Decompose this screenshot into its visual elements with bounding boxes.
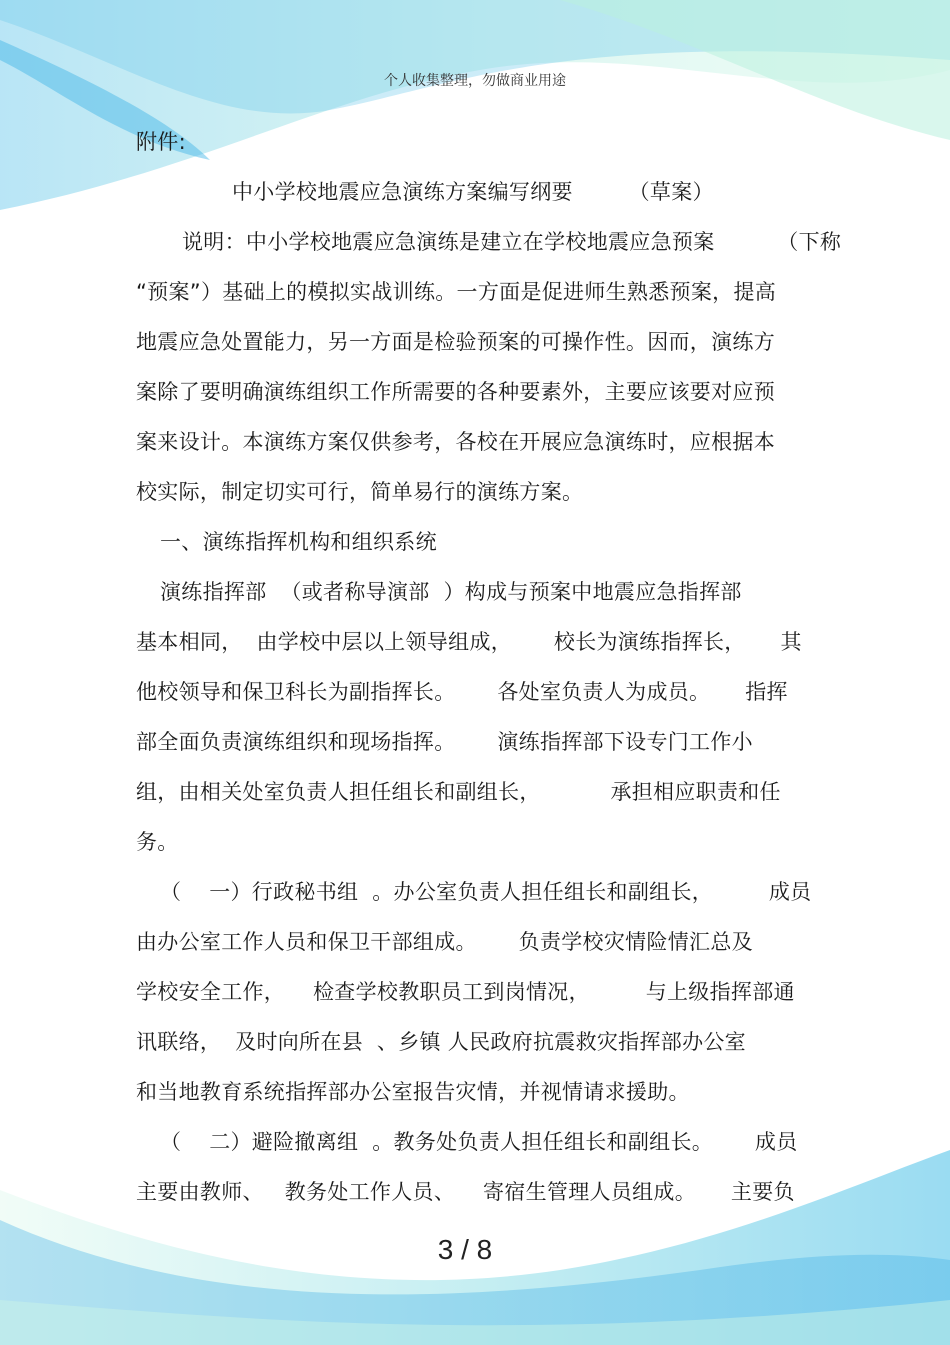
paragraph-line: 案来设计。本演练方案仅供参考，各校在开展应急演练时，应根据本 [136, 430, 775, 454]
paragraph-line: 案除了要明确演练组织工作所需要的各种要素外，主要应该要对应预 [136, 380, 775, 404]
document-title: 中小学校地震应急演练方案编写纲要 （草案） [232, 180, 714, 204]
paragraph-line: 校实际，制定切实可行，简单易行的演练方案。 [136, 480, 584, 504]
paragraph-line: （ 一）行政秘书组 。办公室负责人担任组长和副组长， 成员 [160, 880, 812, 904]
paragraph-line: 基本相同， 由学校中层以上领导组成， 校长为演练指挥长， 其 [136, 630, 802, 654]
paragraph-line: 地震应急处置能力，另一方面是检验预案的可操作性。因而，演练方 [136, 330, 775, 354]
paragraph-line: 由办公室工作人员和保卫干部组成。 负责学校灾情险情汇总及 [136, 930, 753, 954]
paragraph-line: 组，由相关处室负责人担任组长和副组长， 承担相应职责和任 [136, 780, 781, 804]
paragraph-line: 和当地教育系统指挥部办公室报告灾情，并视情请求援助。 [136, 1080, 690, 1104]
paragraph-line: 演练指挥部 （或者称导演部 ）构成与预案中地震应急指挥部 [160, 580, 742, 604]
paragraph-line: “预案”）基础上的模拟实战训练。一方面是促进师生熟悉预案，提高 [136, 280, 777, 304]
attachment-label: 附件: [136, 130, 186, 154]
paragraph-line: 学校安全工作， 检查学校教职员工到岗情况， 与上级指挥部通 [136, 980, 795, 1004]
page-number: 3 / 8 [437, 1234, 493, 1265]
paragraph-line: 部全面负责演练组织和现场指挥。 演练指挥部下设专门工作小 [136, 730, 753, 754]
section-heading: 一、演练指挥机构和组织系统 [160, 530, 437, 554]
header-note: 个人收集整理，勿做商业用途 [384, 73, 566, 89]
paragraph-line: （ 二）避险撤离组 。教务处负责人担任组长和副组长。 成员 [160, 1130, 798, 1154]
paragraph-line: 务。 [136, 830, 179, 854]
paragraph-line: 说明：中小学校地震应急演练是建立在学校地震应急预案 （下称 [182, 230, 842, 254]
paragraph-line: 主要由教师、 教务处工作人员、 寄宿生管理人员组成。 主要负 [136, 1180, 795, 1204]
paragraph-line: 他校领导和保卫科长为副指挥长。 各处室负责人为成员。 指挥 [136, 680, 788, 704]
paragraph-line: 讯联络， 及时向所在县 、乡镇 人民政府抗震救灾指挥部办公室 [136, 1030, 746, 1054]
